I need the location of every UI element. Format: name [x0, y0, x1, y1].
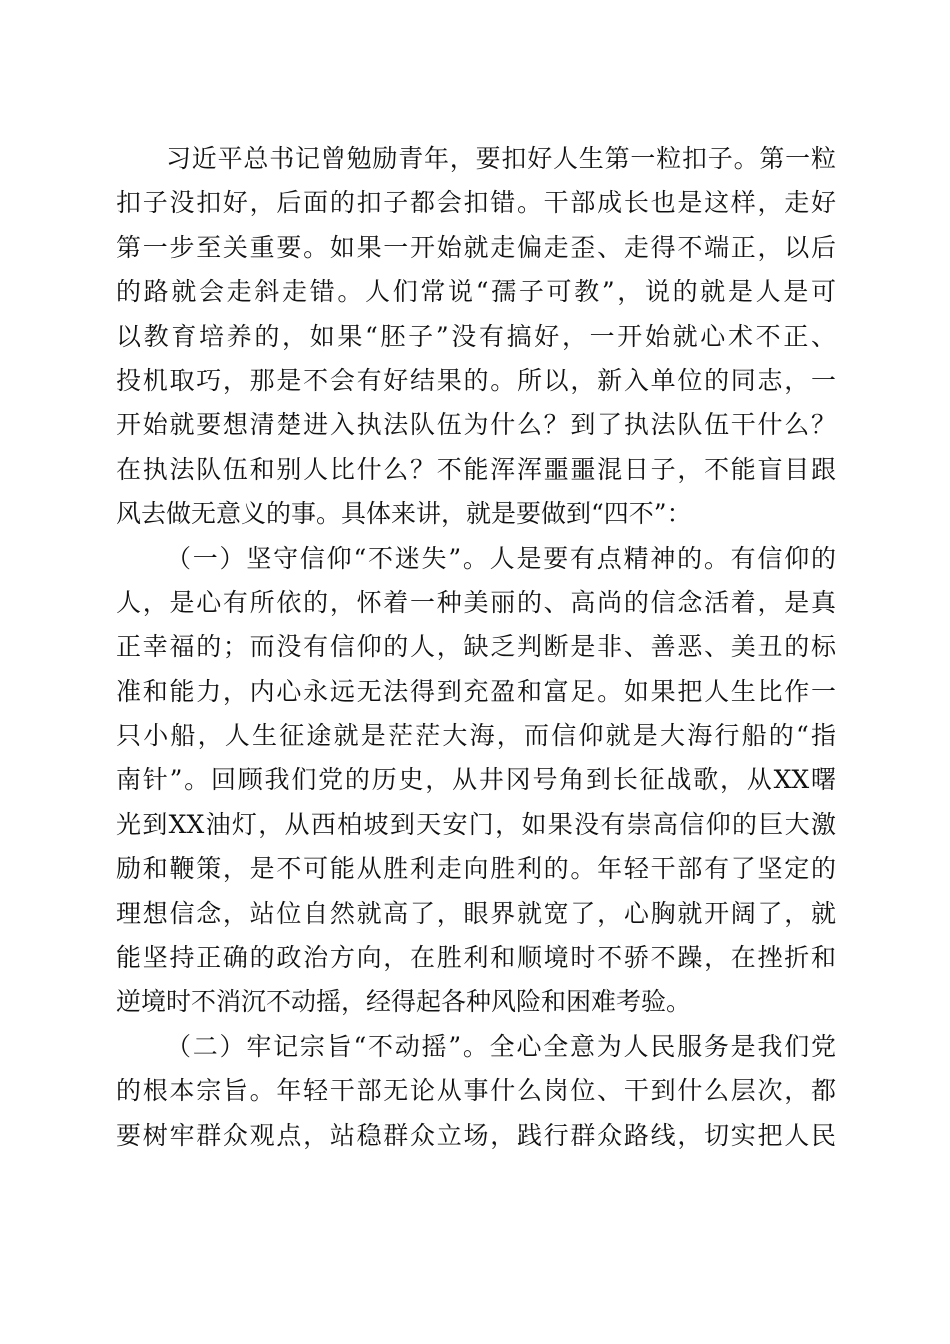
section-heading-line: （二）牢记宗旨“不动摇”。全心全意为人民服务是我们党 [166, 1031, 836, 1061]
section-heading-line: （一）坚守信仰“不迷失”。人是要有点精神的。有信仰的 [166, 543, 836, 573]
text-line: 第一步至关重要。如果一开始就走偏走歪、走得不端正，以后 [116, 232, 836, 262]
text-line: 光到XX油灯，从西柏坡到天安门，如果没有崇高信仰的巨大激 [116, 809, 836, 839]
text-line: 理想信念，站位自然就高了，眼界就宽了，心胸就开阔了，就 [116, 898, 836, 928]
text-line: 励和鞭策，是不可能从胜利走向胜利的。年轻干部有了坚定的 [116, 854, 836, 884]
text-line: 投机取巧，那是不会有好结果的。所以，新入单位的同志，一 [116, 365, 836, 395]
paragraph-section-2 [116, 1025, 836, 1158]
text-line: 只小船，人生征途就是茫茫大海，而信仰就是大海行船的“指 [116, 721, 836, 751]
text-line: 在执法队伍和别人比什么？不能浑浑噩噩混日子，不能盲目跟 [116, 454, 836, 484]
text-line: 习近平总书记曾勉励青年，要扣好人生第一粒扣子。第一粒 [166, 144, 836, 173]
text-line: 要树牢群众观点，站稳群众立场，践行群众路线，切实把人民 [116, 1120, 836, 1150]
text-line: 的路就会走斜走错。人们常说“孺子可教”，说的就是人是可 [116, 277, 836, 307]
text-line: 逆境时不消沉不动摇，经得起各种风险和困难考验。 [116, 987, 692, 1017]
text-line: 能坚持正确的政治方向，在胜利和顺境时不骄不躁，在挫折和 [116, 943, 836, 973]
text-line: 以教育培养的，如果“胚子”没有搞好，一开始就心术不正、 [116, 321, 836, 351]
text-line: 的根本宗旨。年轻干部无论从事什么岗位、干到什么层次，都 [116, 1076, 836, 1106]
text-line: 风去做无意义的事。具体来讲，就是要做到“四不”： [116, 499, 692, 529]
text-line: 准和能力，内心永远无法得到充盈和富足。如果把人生比作一 [116, 676, 836, 706]
text-line: 开始就要想清楚进入执法队伍为什么？到了执法队伍干什么？ [116, 410, 836, 440]
text-line: 人，是心有所依的，怀着一种美丽的、高尚的信念活着，是真 [116, 587, 836, 617]
text-line: 扣子没扣好，后面的扣子都会扣错。干部成长也是这样，走好 [116, 188, 836, 218]
text-line: 南针”。回顾我们党的历史，从井冈号角到长征战歌，从XX曙 [116, 765, 836, 795]
document-body [116, 137, 836, 1158]
paragraph-section-1 [116, 537, 836, 1025]
text-line: 正幸福的；而没有信仰的人，缺乏判断是非、善恶、美丑的标 [116, 632, 836, 662]
paragraph-intro [116, 137, 836, 537]
